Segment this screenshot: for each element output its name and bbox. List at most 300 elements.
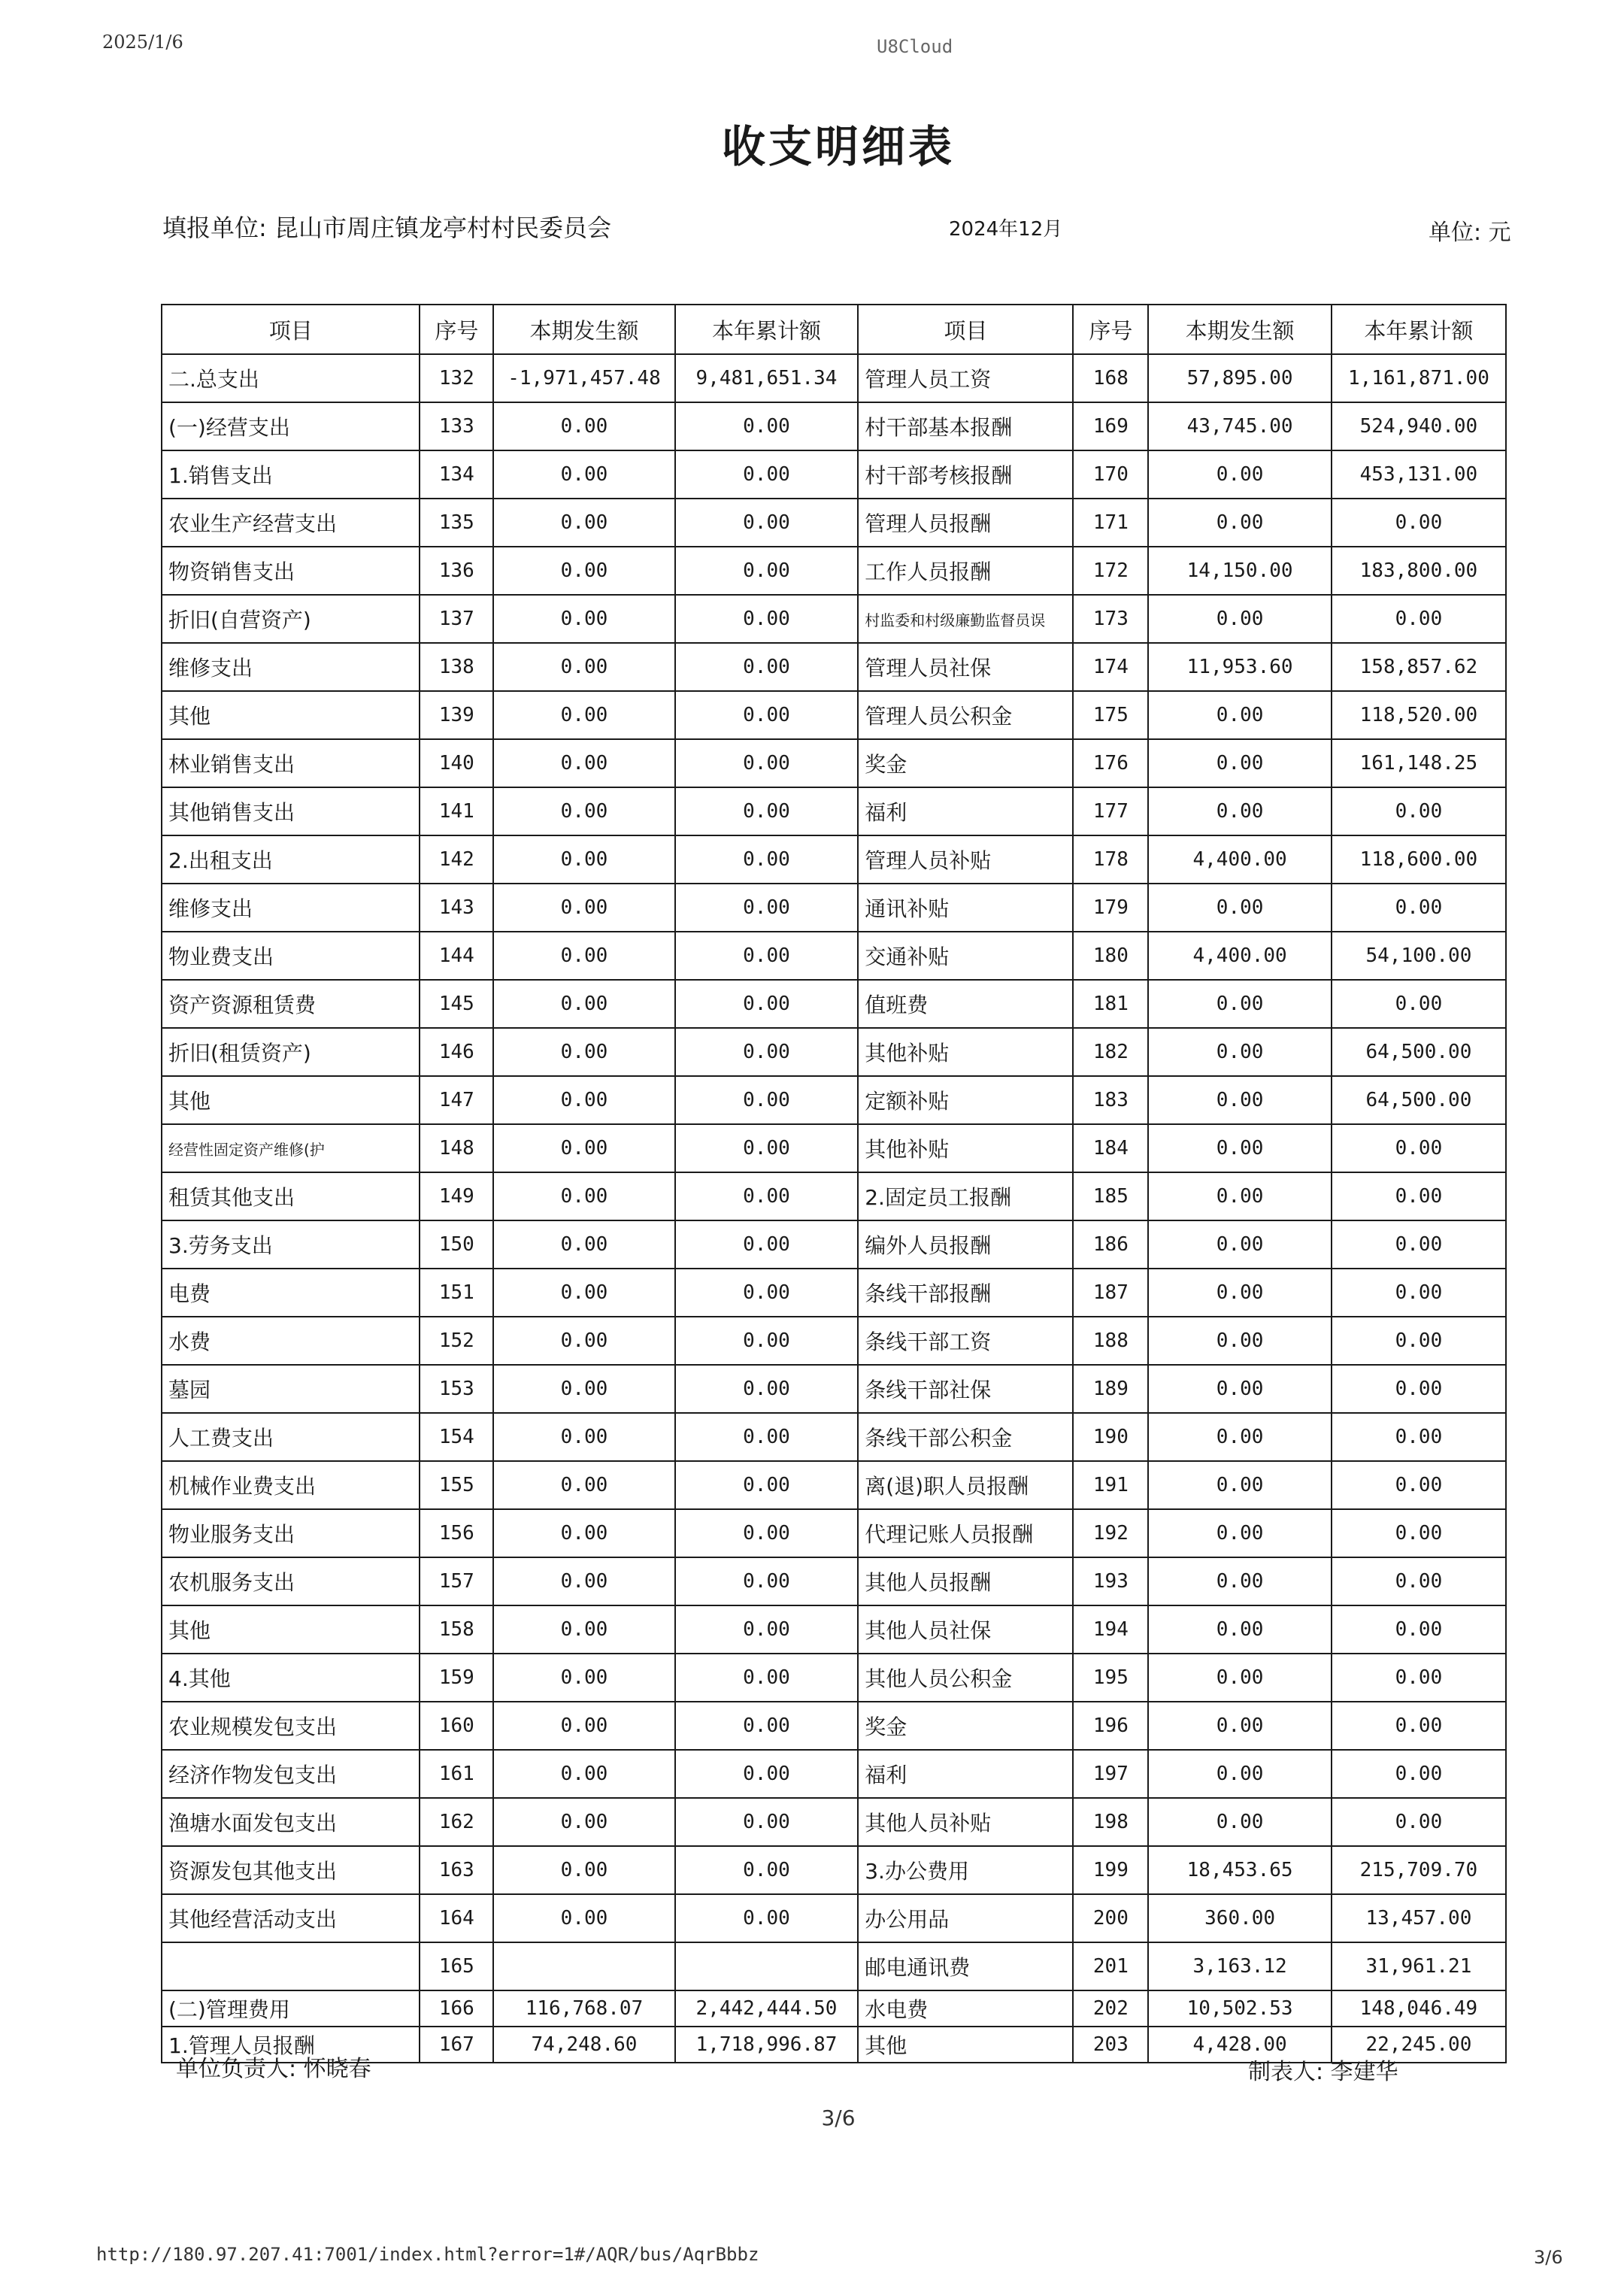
item-cell: 其他经营活动支出 [162,1894,420,1942]
column-header-item-right: 项目 [858,305,1073,354]
current-amount-cell-right: 0.00 [1148,1509,1332,1557]
column-header-item: 项目 [162,305,420,354]
ytd-amount-cell: 0.00 [675,739,859,787]
ytd-amount-cell: 0.00 [675,1654,859,1702]
current-amount-cell: 0.00 [493,884,674,932]
item-cell-right: 福利 [858,1750,1073,1798]
column-header-seq: 序号 [420,305,493,354]
table-row [162,1124,1506,1172]
current-amount-cell: 0.00 [493,595,674,643]
seq-cell-right: 168 [1073,354,1148,402]
current-amount-cell-right: 18,453.65 [1148,1846,1332,1894]
current-amount-cell: 0.00 [493,691,674,739]
current-amount-cell-right: 0.00 [1148,1028,1332,1076]
current-amount-cell: 0.00 [493,1413,674,1461]
seq-cell-right: 178 [1073,835,1148,884]
table-row [162,1750,1506,1798]
current-amount-cell: 0.00 [493,1269,674,1317]
current-amount-cell-right: 4,400.00 [1148,932,1332,980]
seq-cell: 133 [420,402,493,450]
ytd-amount-cell-right: 0.00 [1332,1557,1506,1605]
item-cell-right: 离(退)职人员报酬 [858,1461,1073,1509]
current-amount-cell-right: 0.00 [1148,1557,1332,1605]
table-row [162,1509,1506,1557]
current-amount-cell: 0.00 [493,1798,674,1846]
seq-cell-right: 201 [1073,1942,1148,1990]
item-cell [162,1942,420,1990]
ytd-amount-cell-right: 0.00 [1332,1124,1506,1172]
ytd-amount-cell-right: 0.00 [1332,1172,1506,1220]
seq-cell-right: 175 [1073,691,1148,739]
current-amount-cell: 0.00 [493,787,674,835]
seq-cell: 142 [420,835,493,884]
item-cell: 3.劳务支出 [162,1220,420,1269]
item-cell-right: 定额补贴 [858,1076,1073,1124]
ytd-amount-cell-right: 0.00 [1332,1365,1506,1413]
current-amount-cell-right: 14,150.00 [1148,547,1332,595]
ytd-amount-cell: 0.00 [675,932,859,980]
item-cell: 电费 [162,1269,420,1317]
current-amount-cell: 0.00 [493,1750,674,1798]
seq-cell-right: 191 [1073,1461,1148,1509]
table-row [162,354,1506,402]
ytd-amount-cell-right: 148,046.49 [1332,1990,1506,2027]
seq-cell-right: 194 [1073,1605,1148,1654]
current-amount-cell: -1,971,457.48 [493,354,674,402]
current-amount-cell: 116,768.07 [493,1990,674,2027]
item-cell-right: 村干部考核报酬 [858,450,1073,499]
seq-cell-right: 180 [1073,932,1148,980]
seq-cell: 146 [420,1028,493,1076]
table-body [162,354,1506,2063]
ytd-amount-cell-right: 453,131.00 [1332,450,1506,499]
ytd-amount-cell: 0.00 [675,1509,859,1557]
report-title: 收支明细表 [721,121,955,172]
item-cell-right: 其他人员公积金 [858,1654,1073,1702]
current-amount-cell: 0.00 [493,739,674,787]
item-cell-right: 管理人员补贴 [858,835,1073,884]
current-amount-cell: 0.00 [493,1654,674,1702]
ytd-amount-cell-right: 1,161,871.00 [1332,354,1506,402]
ytd-amount-cell: 0.00 [675,595,859,643]
ytd-amount-cell-right: 0.00 [1332,1413,1506,1461]
table-row [162,1413,1506,1461]
item-cell-right: 村干部基本报酬 [858,402,1073,450]
item-cell-right: 值班费 [858,980,1073,1028]
column-header-ytd-right: 本年累计额 [1332,305,1506,354]
item-cell: 物资销售支出 [162,547,420,595]
current-amount-cell-right: 0.00 [1148,691,1332,739]
current-amount-cell-right: 0.00 [1148,1220,1332,1269]
current-amount-cell-right: 360.00 [1148,1894,1332,1942]
current-amount-cell: 74,248.60 [493,2027,674,2063]
ytd-amount-cell-right: 64,500.00 [1332,1028,1506,1076]
table-row [162,787,1506,835]
current-amount-cell-right: 0.00 [1148,1076,1332,1124]
current-amount-cell-right: 0.00 [1148,1413,1332,1461]
item-cell-right: 管理人员公积金 [858,691,1073,739]
seq-cell-right: 195 [1073,1654,1148,1702]
table-row [162,884,1506,932]
table-row [162,1461,1506,1509]
item-cell: 4.其他 [162,1654,420,1702]
current-amount-cell: 0.00 [493,1605,674,1654]
current-amount-cell: 0.00 [493,547,674,595]
seq-cell-right: 186 [1073,1220,1148,1269]
item-cell-right: 其他补贴 [858,1124,1073,1172]
ytd-amount-cell: 2,442,444.50 [675,1990,859,2027]
ytd-amount-cell: 0.00 [675,1220,859,1269]
seq-cell: 154 [420,1413,493,1461]
item-cell-right: 条线干部公积金 [858,1413,1073,1461]
seq-cell-right: 197 [1073,1750,1148,1798]
ytd-amount-cell-right: 54,100.00 [1332,932,1506,980]
seq-cell-right: 179 [1073,884,1148,932]
seq-cell: 167 [420,2027,493,2063]
ytd-amount-cell: 0.00 [675,1750,859,1798]
item-cell: 折旧(租赁资产) [162,1028,420,1076]
ytd-amount-cell-right: 0.00 [1332,1750,1506,1798]
seq-cell-right: 188 [1073,1317,1148,1365]
current-amount-cell-right: 3,163.12 [1148,1942,1332,1990]
seq-cell: 157 [420,1557,493,1605]
seq-cell-right: 185 [1073,1172,1148,1220]
item-cell: (一)经营支出 [162,402,420,450]
item-cell: 农业生产经营支出 [162,499,420,547]
item-cell-right: 条线干部报酬 [858,1269,1073,1317]
income-expense-table [161,304,1507,2063]
seq-cell-right: 200 [1073,1894,1148,1942]
item-cell: (二)管理费用 [162,1990,420,2027]
ytd-amount-cell: 0.00 [675,547,859,595]
seq-cell: 166 [420,1990,493,2027]
item-cell: 水费 [162,1317,420,1365]
table-maker: 制表人: 李建华 [1248,2059,1398,2085]
seq-cell-right: 170 [1073,450,1148,499]
seq-cell: 165 [420,1942,493,1990]
ytd-amount-cell-right: 0.00 [1332,499,1506,547]
table-row [162,1220,1506,1269]
ytd-amount-cell-right: 64,500.00 [1332,1076,1506,1124]
ytd-amount-cell: 0.00 [675,691,859,739]
current-amount-cell-right: 43,745.00 [1148,402,1332,450]
seq-cell-right: 196 [1073,1702,1148,1750]
seq-cell: 151 [420,1269,493,1317]
table-row [162,835,1506,884]
ytd-amount-cell: 0.00 [675,402,859,450]
ytd-amount-cell: 0.00 [675,643,859,691]
current-amount-cell: 0.00 [493,1124,674,1172]
seq-cell: 152 [420,1317,493,1365]
ytd-amount-cell-right: 524,940.00 [1332,402,1506,450]
current-amount-cell: 0.00 [493,980,674,1028]
ytd-amount-cell-right: 0.00 [1332,1798,1506,1846]
table-row [162,1076,1506,1124]
table-row [162,1942,1506,1990]
ytd-amount-cell: 0.00 [675,1605,859,1654]
table-row [162,595,1506,643]
item-cell: 物业服务支出 [162,1509,420,1557]
item-cell-right: 邮电通讯费 [858,1942,1073,1990]
item-cell-right: 工作人员报酬 [858,547,1073,595]
seq-cell: 150 [420,1220,493,1269]
seq-cell-right: 176 [1073,739,1148,787]
item-cell-right: 福利 [858,787,1073,835]
current-amount-cell-right: 57,895.00 [1148,354,1332,402]
seq-cell: 139 [420,691,493,739]
seq-cell-right: 184 [1073,1124,1148,1172]
ytd-amount-cell-right: 0.00 [1332,1269,1506,1317]
seq-cell: 137 [420,595,493,643]
item-cell: 渔塘水面发包支出 [162,1798,420,1846]
seq-cell: 134 [420,450,493,499]
ytd-amount-cell: 0.00 [675,499,859,547]
table-row [162,547,1506,595]
item-cell: 租赁其他支出 [162,1172,420,1220]
table-row [162,402,1506,450]
item-cell: 农业规模发包支出 [162,1702,420,1750]
current-amount-cell-right: 4,428.00 [1148,2027,1332,2063]
page-number: 3/6 [821,2106,856,2130]
ytd-amount-cell-right: 13,457.00 [1332,1894,1506,1942]
ytd-amount-cell: 0.00 [675,980,859,1028]
ytd-amount-cell: 0.00 [675,1413,859,1461]
ytd-amount-cell: 0.00 [675,1317,859,1365]
ytd-amount-cell-right: 118,520.00 [1332,691,1506,739]
item-cell-right: 其他补贴 [858,1028,1073,1076]
item-cell: 1.管理人员报酬 [162,2027,420,2063]
current-amount-cell-right: 0.00 [1148,1702,1332,1750]
table-row [162,1269,1506,1317]
currency-unit: 单位: 元 [1429,220,1511,246]
ytd-amount-cell: 0.00 [675,1124,859,1172]
current-amount-cell: 0.00 [493,499,674,547]
current-amount-cell-right: 0.00 [1148,1461,1332,1509]
table-row [162,1894,1506,1942]
current-amount-cell: 0.00 [493,1509,674,1557]
seq-cell-right: 173 [1073,595,1148,643]
ytd-amount-cell: 0.00 [675,1557,859,1605]
table-row [162,1798,1506,1846]
item-cell: 林业销售支出 [162,739,420,787]
ytd-amount-cell-right: 0.00 [1332,1654,1506,1702]
item-cell: 维修支出 [162,643,420,691]
item-cell-right: 其他人员社保 [858,1605,1073,1654]
item-cell-right: 管理人员报酬 [858,499,1073,547]
item-cell-right: 通讯补贴 [858,884,1073,932]
ytd-amount-cell-right: 0.00 [1332,980,1506,1028]
seq-cell-right: 203 [1073,2027,1148,2063]
ytd-amount-cell: 0.00 [675,1894,859,1942]
seq-cell: 155 [420,1461,493,1509]
ytd-amount-cell: 0.00 [675,1076,859,1124]
item-cell-right: 编外人员报酬 [858,1220,1073,1269]
seq-cell: 145 [420,980,493,1028]
current-amount-cell-right: 0.00 [1148,450,1332,499]
item-cell-right: 3.办公费用 [858,1846,1073,1894]
item-cell: 其他销售支出 [162,787,420,835]
current-amount-cell-right: 0.00 [1148,1654,1332,1702]
column-header-seq-right: 序号 [1073,305,1148,354]
item-cell: 资产资源租赁费 [162,980,420,1028]
current-amount-cell: 0.00 [493,1894,674,1942]
table-row [162,1605,1506,1654]
item-cell: 经济作物发包支出 [162,1750,420,1798]
column-header-current: 本期发生额 [493,305,674,354]
seq-cell-right: 189 [1073,1365,1148,1413]
ytd-amount-cell: 0.00 [675,1461,859,1509]
current-amount-cell-right: 0.00 [1148,787,1332,835]
unit-responsible: 单位负责人: 怀晓春 [176,2056,371,2082]
ytd-amount-cell-right: 0.00 [1332,1509,1506,1557]
ytd-amount-cell-right: 0.00 [1332,884,1506,932]
seq-cell-right: 190 [1073,1413,1148,1461]
ytd-amount-cell-right: 0.00 [1332,1605,1506,1654]
ytd-amount-cell-right: 158,857.62 [1332,643,1506,691]
table-row [162,1990,1506,2027]
ytd-amount-cell-right: 0.00 [1332,787,1506,835]
item-cell: 维修支出 [162,884,420,932]
ytd-amount-cell-right: 0.00 [1332,1317,1506,1365]
current-amount-cell: 0.00 [493,1461,674,1509]
page-number-corner: 3/6 [1534,2247,1563,2268]
table-row [162,691,1506,739]
seq-cell-right: 182 [1073,1028,1148,1076]
seq-cell: 143 [420,884,493,932]
ytd-amount-cell: 0.00 [675,787,859,835]
seq-cell: 163 [420,1846,493,1894]
item-cell-right: 条线干部工资 [858,1317,1073,1365]
print-date: 2025/1/6 [102,32,183,53]
current-amount-cell-right: 10,502.53 [1148,1990,1332,2027]
current-amount-cell-right: 0.00 [1148,499,1332,547]
current-amount-cell: 0.00 [493,835,674,884]
item-cell: 农机服务支出 [162,1557,420,1605]
report-period: 2024年12月 [949,218,1063,241]
table-row [162,1654,1506,1702]
current-amount-cell-right: 0.00 [1148,1365,1332,1413]
seq-cell: 135 [420,499,493,547]
table-row [162,1365,1506,1413]
ytd-amount-cell-right: 183,800.00 [1332,547,1506,595]
ytd-amount-cell: 0.00 [675,884,859,932]
table-row [162,1317,1506,1365]
current-amount-cell-right: 0.00 [1148,1317,1332,1365]
item-cell: 其他 [162,1076,420,1124]
seq-cell: 162 [420,1798,493,1846]
item-cell: 其他 [162,691,420,739]
item-cell: 经营性固定资产维修(护 [162,1124,420,1172]
seq-cell: 160 [420,1702,493,1750]
seq-cell-right: 169 [1073,402,1148,450]
seq-cell: 161 [420,1750,493,1798]
item-cell-right: 2.固定员工报酬 [858,1172,1073,1220]
item-cell: 折旧(自营资产) [162,595,420,643]
ytd-amount-cell: 0.00 [675,1798,859,1846]
item-cell-right: 村监委和村级廉勤监督员误 [858,595,1073,643]
current-amount-cell-right: 0.00 [1148,595,1332,643]
item-cell: 机械作业费支出 [162,1461,420,1509]
item-cell-right: 其他 [858,2027,1073,2063]
seq-cell: 153 [420,1365,493,1413]
print-url: http://180.97.207.41:7001/index.html?error=1#/AQR/bus/AqrBbbz [96,2244,759,2265]
ytd-amount-cell-right: 0.00 [1332,1702,1506,1750]
current-amount-cell: 0.00 [493,1702,674,1750]
table-row [162,450,1506,499]
current-amount-cell: 0.00 [493,643,674,691]
current-amount-cell: 0.00 [493,1076,674,1124]
seq-cell: 138 [420,643,493,691]
item-cell-right: 其他人员报酬 [858,1557,1073,1605]
ytd-amount-cell: 9,481,651.34 [675,354,859,402]
ytd-amount-cell: 0.00 [675,1028,859,1076]
item-cell: 1.销售支出 [162,450,420,499]
current-amount-cell-right: 0.00 [1148,884,1332,932]
seq-cell: 144 [420,932,493,980]
item-cell-right: 其他人员补贴 [858,1798,1073,1846]
item-cell: 其他 [162,1605,420,1654]
current-amount-cell-right: 11,953.60 [1148,643,1332,691]
ytd-amount-cell: 0.00 [675,1846,859,1894]
seq-cell-right: 174 [1073,643,1148,691]
ytd-amount-cell: 0.00 [675,1702,859,1750]
current-amount-cell: 0.00 [493,1557,674,1605]
seq-cell-right: 192 [1073,1509,1148,1557]
table-row [162,1557,1506,1605]
current-amount-cell-right: 0.00 [1148,1750,1332,1798]
ytd-amount-cell: 0.00 [675,1365,859,1413]
current-amount-cell-right: 0.00 [1148,739,1332,787]
seq-cell-right: 187 [1073,1269,1148,1317]
table-row [162,980,1506,1028]
seq-cell-right: 181 [1073,980,1148,1028]
table-row [162,1172,1506,1220]
current-amount-cell: 0.00 [493,402,674,450]
ytd-amount-cell: 1,718,996.87 [675,2027,859,2063]
ytd-amount-cell-right: 118,600.00 [1332,835,1506,884]
seq-cell-right: 172 [1073,547,1148,595]
current-amount-cell-right: 0.00 [1148,1172,1332,1220]
item-cell-right: 管理人员社保 [858,643,1073,691]
current-amount-cell-right: 0.00 [1148,1605,1332,1654]
item-cell: 物业费支出 [162,932,420,980]
current-amount-cell: 0.00 [493,1846,674,1894]
seq-cell: 159 [420,1654,493,1702]
seq-cell: 149 [420,1172,493,1220]
ytd-amount-cell: 0.00 [675,450,859,499]
item-cell: 墓园 [162,1365,420,1413]
item-cell-right: 奖金 [858,739,1073,787]
item-cell-right: 代理记账人员报酬 [858,1509,1073,1557]
current-amount-cell-right: 4,400.00 [1148,835,1332,884]
current-amount-cell-right: 0.00 [1148,980,1332,1028]
seq-cell-right: 202 [1073,1990,1148,2027]
item-cell: 2.出租支出 [162,835,420,884]
item-cell-right: 水电费 [858,1990,1073,2027]
reporting-unit: 填报单位: 昆山市周庄镇龙亭村村民委员会 [162,214,611,242]
current-amount-cell: 0.00 [493,1365,674,1413]
current-amount-cell-right: 0.00 [1148,1269,1332,1317]
item-cell-right: 条线干部社保 [858,1365,1073,1413]
ytd-amount-cell: 0.00 [675,1269,859,1317]
seq-cell: 148 [420,1124,493,1172]
item-cell-right: 管理人员工资 [858,354,1073,402]
ytd-amount-cell-right: 0.00 [1332,1220,1506,1269]
ytd-amount-cell: 0.00 [675,835,859,884]
seq-cell: 141 [420,787,493,835]
seq-cell-right: 198 [1073,1798,1148,1846]
current-amount-cell-right: 0.00 [1148,1798,1332,1846]
